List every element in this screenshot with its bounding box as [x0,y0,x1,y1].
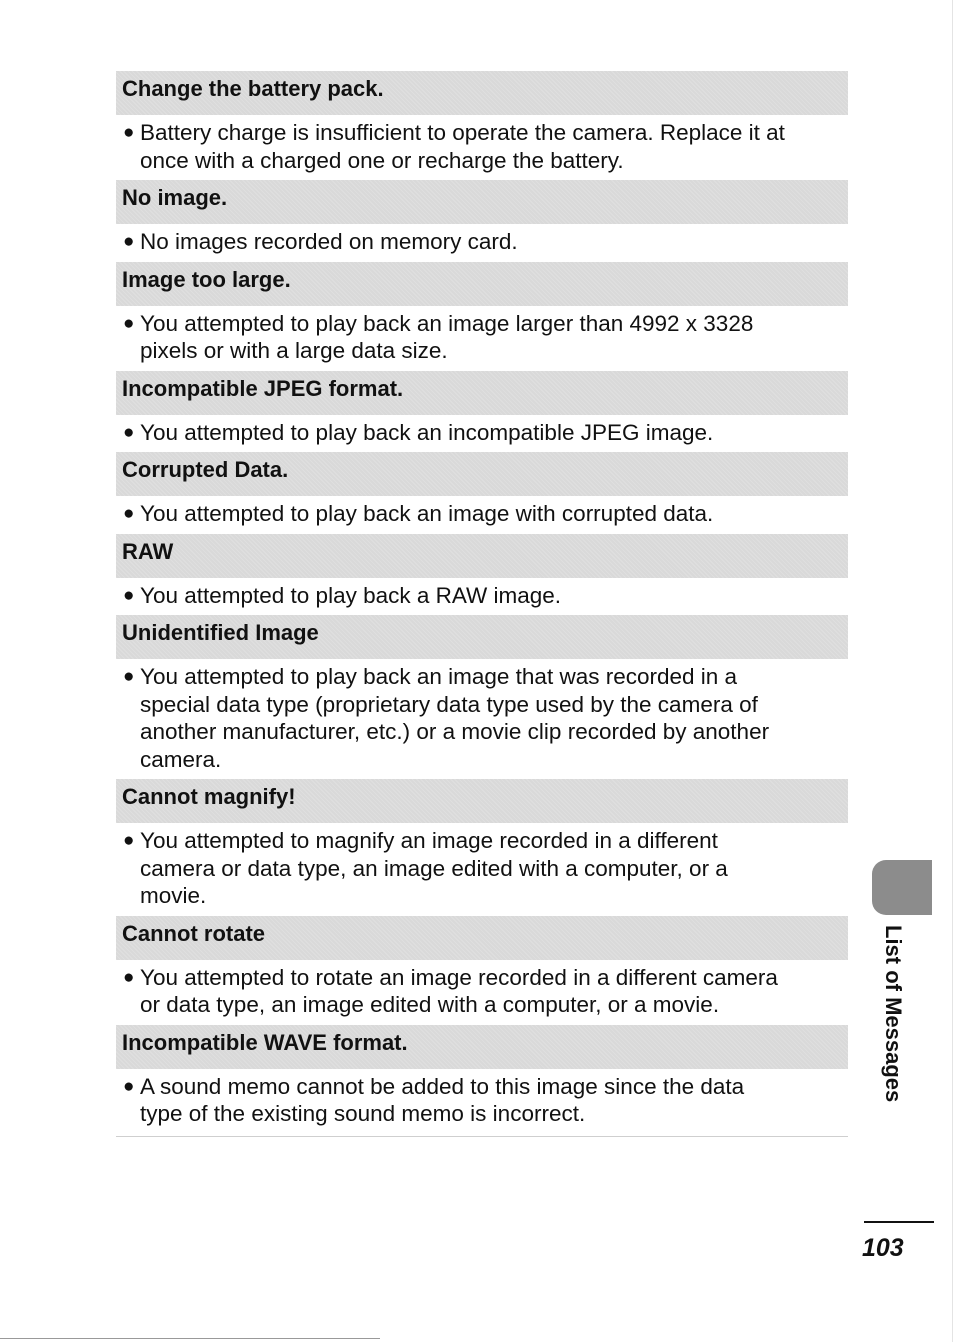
bullet-icon: ● [123,122,135,143]
message-description [116,306,848,371]
description-line: You attempted to magnify an image recorded in a different [140,828,718,853]
message-title: Change the battery pack. [116,71,848,115]
message-entry [116,916,848,1025]
description-line: You attempted to rotate an image recorded in a different camera [140,964,778,990]
bullet-icon: ● [123,830,135,851]
message-title: Corrupted Data. [116,452,848,496]
message-entry [116,71,848,180]
description-line: pixels or with a large data size. [140,338,448,363]
description-line: You attempted to play back a RAW image. [140,582,562,608]
description-line: movie. [140,883,207,908]
bullet-icon: ● [123,231,135,252]
message-description [116,115,848,180]
message-description [116,224,848,262]
bullet-icon: ● [123,666,135,687]
message-description [116,415,848,453]
description-line: You attempted to play back an image with corrupted data. [140,501,714,526]
message-title: Cannot magnify! [116,779,848,823]
message-title: Incompatible JPEG format. [116,371,848,415]
description-line: Battery charge is insufficient to operate the camera. Replace it at [140,120,785,145]
page-number-rule [864,1221,934,1223]
bullet-icon: ● [123,503,135,524]
message-entry [116,262,848,371]
description-line: special data type (proprietary data type used by the camera of [140,691,758,717]
message-description [116,823,848,916]
description-line: A sound memo cannot be added to this image since the data [140,1073,745,1099]
page-edge-bottom [0,1338,380,1339]
bullet-icon: ● [123,312,135,334]
message-title: Incompatible WAVE format. [116,1025,848,1069]
message-entry [116,534,848,616]
message-title: Cannot rotate [116,916,848,960]
section-tab-marker [872,860,932,915]
message-entry [116,1025,848,1134]
message-list [116,71,848,1137]
message-description [116,1069,848,1134]
message-description [116,496,848,534]
message-entry [116,779,848,916]
message-entry [116,371,848,453]
description-line: You attempted to play back an incompatible JPEG image. [140,419,714,445]
message-description [116,960,848,1025]
bullet-icon: ● [123,584,135,606]
message-description [116,578,848,616]
bullet-icon: ● [123,1075,135,1097]
bullet-icon: ● [123,966,135,988]
message-title: No image. [116,180,848,224]
message-title: Unidentified Image [116,615,848,659]
description-line: camera. [140,746,222,772]
description-line: camera or data type, an image edited with a computer, or a [140,855,728,881]
page-edge-right [952,0,953,1342]
message-title: RAW [116,534,848,578]
description-line: No images recorded on memory card. [140,229,518,254]
end-divider [116,1136,848,1137]
message-entry [116,615,848,779]
message-entry [116,180,848,262]
description-line: You attempted to play back an image larger than 4992 x 3328 [140,310,754,336]
message-description [116,659,848,779]
description-line: another manufacturer, etc.) or a movie clip recorded by another [140,719,770,744]
description-line: once with a charged one or recharge the battery. [140,147,624,173]
description-line: or data type, an image edited with a computer, or a movie. [140,992,720,1017]
message-entry [116,452,848,534]
description-line: type of the existing sound memo is incorrect. [140,1101,586,1126]
section-tab-label: List of Messages [881,925,906,1103]
page-number: 103 [862,1234,904,1262]
message-title: Image too large. [116,262,848,306]
description-line: You attempted to play back an image that was recorded in a [140,664,738,689]
bullet-icon: ● [123,421,135,443]
